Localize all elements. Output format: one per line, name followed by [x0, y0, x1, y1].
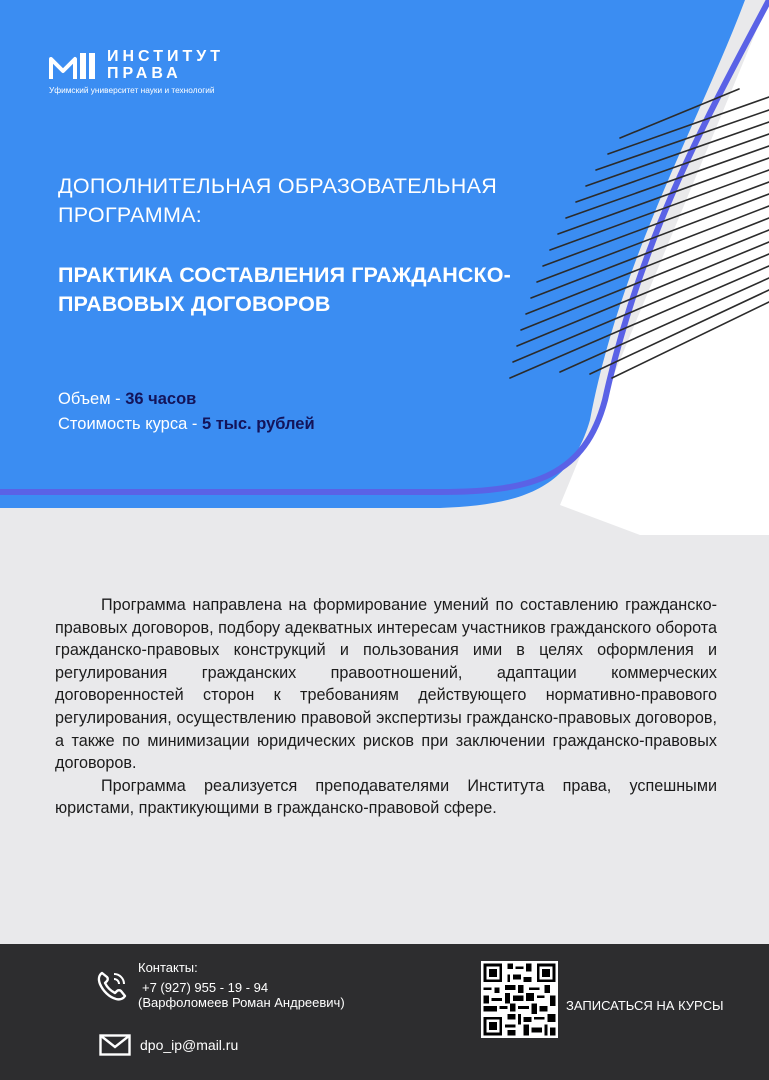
logo-subtitle: Уфимский университет науки и технологий — [49, 85, 215, 95]
phone-icon — [96, 970, 130, 1002]
contact-phone[interactable]: +7 (927) 955 - 19 - 94 — [142, 980, 269, 995]
description-paragraph-1: Программа направлена на формирование умений по составлению гражданско-правовых договоров, подбору адекватных интересам участников гражданского оборота гражданско-правовых конструкций и пользования ими в целях оформления и регулирования гражданских правоотношений, адаптации коммерческих договоренностей сторон к требованиям действующего нормативно-правового регулирования, осуществлению правовой экспертизы гражданско-правовых договоров, а также по минимизации юридических рисков при заключении гражданско-правовых договоров. — [55, 596, 717, 773]
program-name-heading: ПРАКТИКА СОСТАВЛЕНИЯ ГРАЖДАНСКО-ПРАВОВЫХ ДОГОВОРОВ — [58, 263, 511, 316]
enroll-label[interactable]: ЗАПИСАТЬСЯ НА КУРСЫ — [566, 998, 724, 1013]
logo-title-line1: ИНСТИТУТ — [107, 48, 224, 65]
qr-code-icon[interactable] — [481, 961, 558, 1038]
cost-line — [58, 415, 315, 434]
contacts-label: Контакты: — [138, 960, 198, 975]
institute-logo — [49, 47, 259, 97]
volume-line — [58, 390, 196, 409]
contact-person: (Варфоломеев Роман Андреевич) — [138, 995, 345, 1010]
program-description — [55, 594, 717, 820]
volume-label: Объем - — [58, 390, 126, 408]
volume-value: 36 часов — [125, 390, 197, 408]
contact-email[interactable]: dpo_ip@mail.ru — [140, 1037, 239, 1053]
logo-title — [107, 48, 224, 82]
envelope-icon — [99, 1034, 131, 1056]
description-paragraph-2: Программа реализуется преподавателями Института права, успешными юристами, практикующими в гражданско-правовой сфере. — [55, 776, 717, 818]
institute-logo-icon — [49, 51, 97, 81]
program-type-heading: ДОПОЛНИТЕЛЬНАЯ ОБРАЗОВАТЕЛЬНАЯ ПРОГРАММА: — [58, 174, 498, 227]
logo-title-line2: ПРАВА — [107, 65, 182, 82]
cost-value: 5 тыс. рублей — [201, 415, 315, 433]
cost-label: Стоимость курса - — [58, 415, 202, 433]
